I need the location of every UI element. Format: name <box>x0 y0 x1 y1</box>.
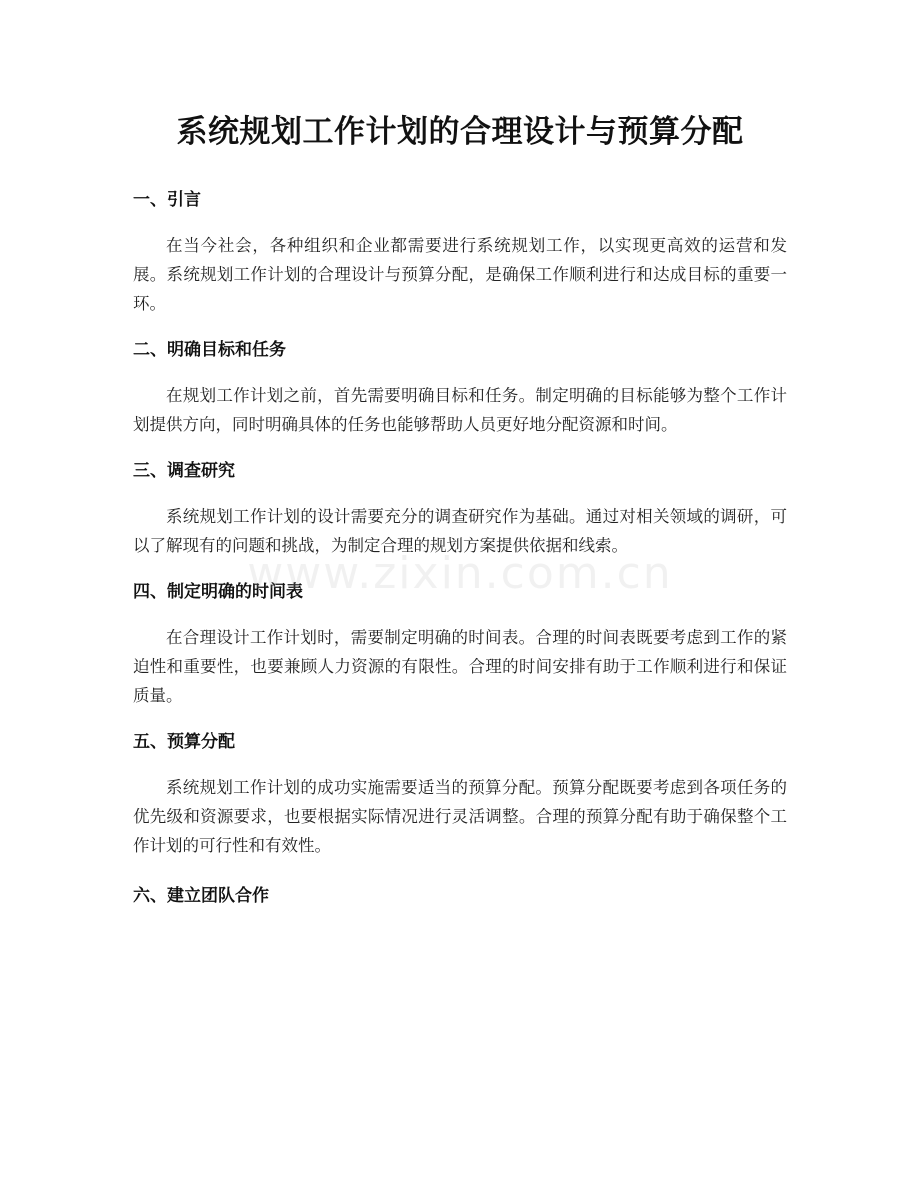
section-research <box>133 459 787 560</box>
section-introduction <box>133 188 787 318</box>
document-title: 系统规划工作计划的合理设计与预算分配 <box>176 114 744 150</box>
section-heading: 三、调查研究 <box>133 461 235 481</box>
section-heading: 二、明确目标和任务 <box>133 340 286 360</box>
section-paragraph: 系统规划工作计划的成功实施需要适当的预算分配。预算分配既要考虑到各项任务的优先级和资源要求，也要根据实际情况进行灵活调整。合理的预算分配有助于确保整个工作计划的可行性和有效性。 <box>133 778 787 855</box>
watermark: www.zixin.com.cn <box>247 548 673 599</box>
section-heading: 五、预算分配 <box>133 732 235 752</box>
section-budget <box>133 730 787 860</box>
section-paragraph: 在当今社会，各种组织和企业都需要进行系统规划工作，以实现更高效的运营和发展。系统规划工作计划的合理设计与预算分配，是确保工作顺利进行和达成目标的重要一环。 <box>133 236 787 313</box>
section-goals-and-tasks <box>133 338 787 439</box>
section-paragraph: 在合理设计工作计划时，需要制定明确的时间表。合理的时间表既要考虑到工作的紧迫性和重要性，也要兼顾人力资源的有限性。合理的时间安排有助于工作顺利进行和保证质量。 <box>133 628 787 705</box>
section-paragraph: 系统规划工作计划的设计需要充分的调查研究作为基础。通过对相关领域的调研，可以了解现有的问题和挑战，为制定合理的规划方案提供依据和线索。 <box>133 507 787 555</box>
section-paragraph: 在规划工作计划之前，首先需要明确目标和任务。制定明确的目标能够为整个工作计划提供方向，同时明确具体的任务也能够帮助人员更好地分配资源和时间。 <box>133 386 787 434</box>
section-teamwork <box>133 884 787 908</box>
section-heading: 六、建立团队合作 <box>133 886 269 906</box>
section-heading: 一、引言 <box>133 190 201 210</box>
section-heading: 四、制定明确的时间表 <box>133 582 303 602</box>
section-timeline <box>133 580 787 710</box>
